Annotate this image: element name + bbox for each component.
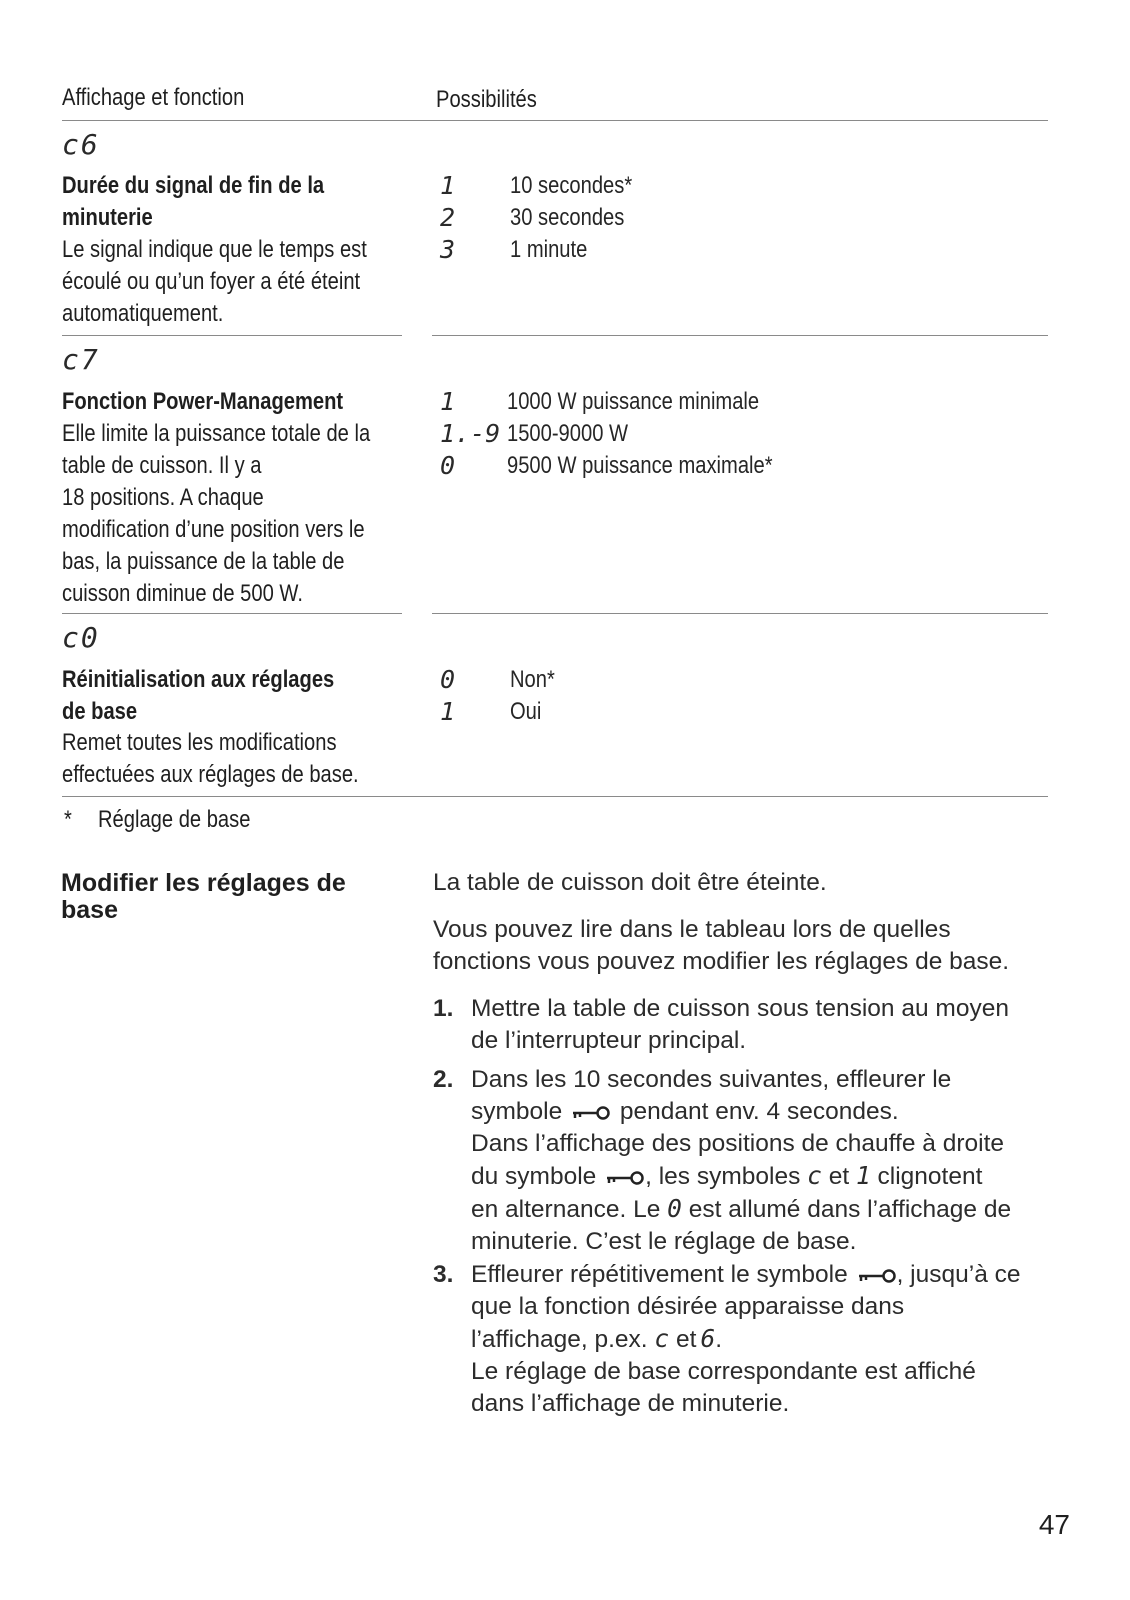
- section-heading-line: base: [61, 896, 118, 924]
- row-c6-desc-line: écoulé ou qu’un foyer a été éteint: [62, 268, 361, 295]
- option-symbol: 3: [440, 235, 456, 264]
- page-number: 47: [1038, 1509, 1070, 1540]
- step-line: [471, 1160, 1011, 1193]
- display-code-c7: c7: [62, 343, 100, 376]
- table-header-right: Possibilités: [436, 86, 537, 113]
- display-code-c6: c6: [62, 128, 100, 161]
- display-glyph-0: 0: [667, 1194, 682, 1223]
- row-c7-desc-line: modification d’une position vers le: [62, 516, 365, 543]
- step-text: , les symboles: [645, 1163, 801, 1190]
- row-c0-desc-line: Remet toutes les modifications: [62, 729, 337, 756]
- step-line: Mettre la table de cuisson sous tension au moyen: [471, 995, 1009, 1022]
- option-text: 30 secondes: [510, 204, 625, 231]
- step-line: Le réglage de base correspondante est affiché: [471, 1358, 976, 1385]
- step-line: [471, 1323, 1021, 1356]
- section-heading-line: Modifier les réglages de: [61, 869, 346, 897]
- row-c0-desc: [62, 727, 359, 791]
- row-c6-title: [62, 170, 324, 234]
- row-c0-option-symbols: [440, 664, 455, 728]
- section-heading: [61, 870, 346, 924]
- paragraph-line: fonctions vous pouvez modifier les réglages de base.: [433, 948, 1010, 975]
- section-paragraph: [433, 914, 1009, 978]
- step-text: du symbole: [471, 1163, 597, 1190]
- option-text: 1500-9000 W: [507, 420, 629, 447]
- step-text: est allumé dans l’affichage de: [688, 1196, 1012, 1223]
- key-icon: [857, 1268, 897, 1284]
- option-symbol: 2: [440, 203, 456, 232]
- step-number: 3.: [433, 1261, 454, 1288]
- step-text: , jusqu’à ce: [896, 1261, 1021, 1288]
- step-line: [471, 1259, 1021, 1291]
- row-divider-left: [62, 335, 402, 336]
- table-header-left: Affichage et fonction: [62, 84, 245, 111]
- step-text: symbole: [471, 1098, 563, 1125]
- option-symbol: 1: [440, 387, 456, 416]
- row-c6-title-line: Durée du signal de fin de la: [62, 172, 325, 199]
- step-line: Dans l’affichage des positions de chauffe à droite: [471, 1130, 1005, 1157]
- option-symbol: 0: [440, 665, 456, 694]
- row-c7-option-symbols: [440, 386, 500, 482]
- row-c7-desc-line: bas, la puissance de la table de: [62, 548, 345, 575]
- row-c7-title-line: Fonction Power-Management: [62, 388, 344, 415]
- row-c7-title: [62, 386, 343, 418]
- step-text: .: [715, 1326, 723, 1353]
- row-c0-title-line: de base: [62, 698, 138, 725]
- step-line: que la fonction désirée apparaisse dans: [471, 1293, 905, 1320]
- row-divider-left: [62, 613, 402, 614]
- row-c6-desc: [62, 234, 367, 330]
- option-symbol: 1: [440, 171, 456, 200]
- option-symbol: 1.-9: [440, 419, 501, 448]
- row-c0-title-line: Réinitialisation aux réglages: [62, 666, 335, 693]
- step-body: [471, 1259, 1021, 1420]
- step-text: et: [676, 1326, 697, 1353]
- key-icon: [571, 1105, 611, 1121]
- row-divider-right: [432, 613, 1048, 614]
- option-text: 1000 W puissance minimale: [507, 388, 760, 415]
- option-text: Oui: [510, 698, 542, 725]
- step-line: [471, 1096, 1011, 1128]
- step-line: dans l’affichage de minuterie.: [471, 1390, 790, 1417]
- option-text: 9500 W puissance maximale*: [507, 452, 773, 479]
- display-code-c0: c0: [62, 621, 100, 654]
- row-c7-desc: [62, 418, 370, 610]
- step-number: 2.: [433, 1066, 454, 1093]
- option-text: Non*: [510, 666, 555, 693]
- row-c0-option-texts: [510, 664, 555, 728]
- step-line: Dans les 10 secondes suivantes, effleurer le: [471, 1066, 952, 1093]
- step-text: pendant env. 4 secondes.: [619, 1098, 899, 1125]
- display-glyph-1: 1: [855, 1161, 871, 1190]
- row-c7-option-texts: [507, 386, 773, 482]
- step-line: [471, 1193, 1011, 1226]
- step-text: et: [828, 1163, 850, 1190]
- step-text: clignotent: [877, 1163, 983, 1190]
- step-line: minuterie. C’est le réglage de base.: [471, 1228, 857, 1255]
- step-text: Effleurer répétitivement le symbole: [471, 1261, 848, 1288]
- row-c0-desc-line: effectuées aux réglages de base.: [62, 761, 359, 788]
- footnote-mark: *: [64, 806, 72, 833]
- option-text: 1 minute: [510, 236, 588, 263]
- row-c6-desc-line: Le signal indique que le temps est: [62, 236, 367, 263]
- option-symbol: 0: [440, 451, 456, 480]
- step-text: en alternance. Le: [471, 1196, 661, 1223]
- step-body: [471, 1064, 1011, 1258]
- row-c6-option-symbols: [440, 170, 455, 266]
- display-glyph-6: 6: [700, 1324, 716, 1353]
- row-c0-title: [62, 664, 334, 728]
- key-icon: [605, 1170, 645, 1186]
- row-c6-title-line: minuterie: [62, 204, 153, 231]
- row-c7-desc-line: cuisson diminue de 500 W.: [62, 580, 303, 607]
- step-body: [471, 993, 1009, 1057]
- step-line: de l’interrupteur principal.: [471, 1027, 747, 1054]
- option-symbol: 1: [440, 697, 456, 726]
- footnote-text: Réglage de base: [98, 806, 251, 833]
- row-c7-desc-line: Elle limite la puissance totale de la: [62, 420, 371, 447]
- row-c7-desc-line: 18 positions. A chaque: [62, 484, 264, 511]
- table-bottom-divider: [62, 796, 1048, 797]
- paragraph-line: Vous pouvez lire dans le tableau lors de quelles: [433, 916, 951, 943]
- row-c6-desc-line: automatiquement.: [62, 300, 224, 327]
- header-divider: [62, 120, 1048, 121]
- step-text: l’affichage, p.ex.: [471, 1326, 648, 1353]
- row-c7-desc-line: table de cuisson. Il y a: [62, 452, 262, 479]
- section-intro: La table de cuisson doit être éteinte.: [433, 869, 827, 896]
- step-number: 1.: [433, 995, 454, 1022]
- option-text: 10 secondes*: [510, 172, 633, 199]
- display-glyph-c: c: [654, 1324, 670, 1353]
- display-glyph-c: c: [807, 1161, 822, 1190]
- row-divider-right: [432, 335, 1048, 336]
- row-c6-option-texts: [510, 170, 632, 266]
